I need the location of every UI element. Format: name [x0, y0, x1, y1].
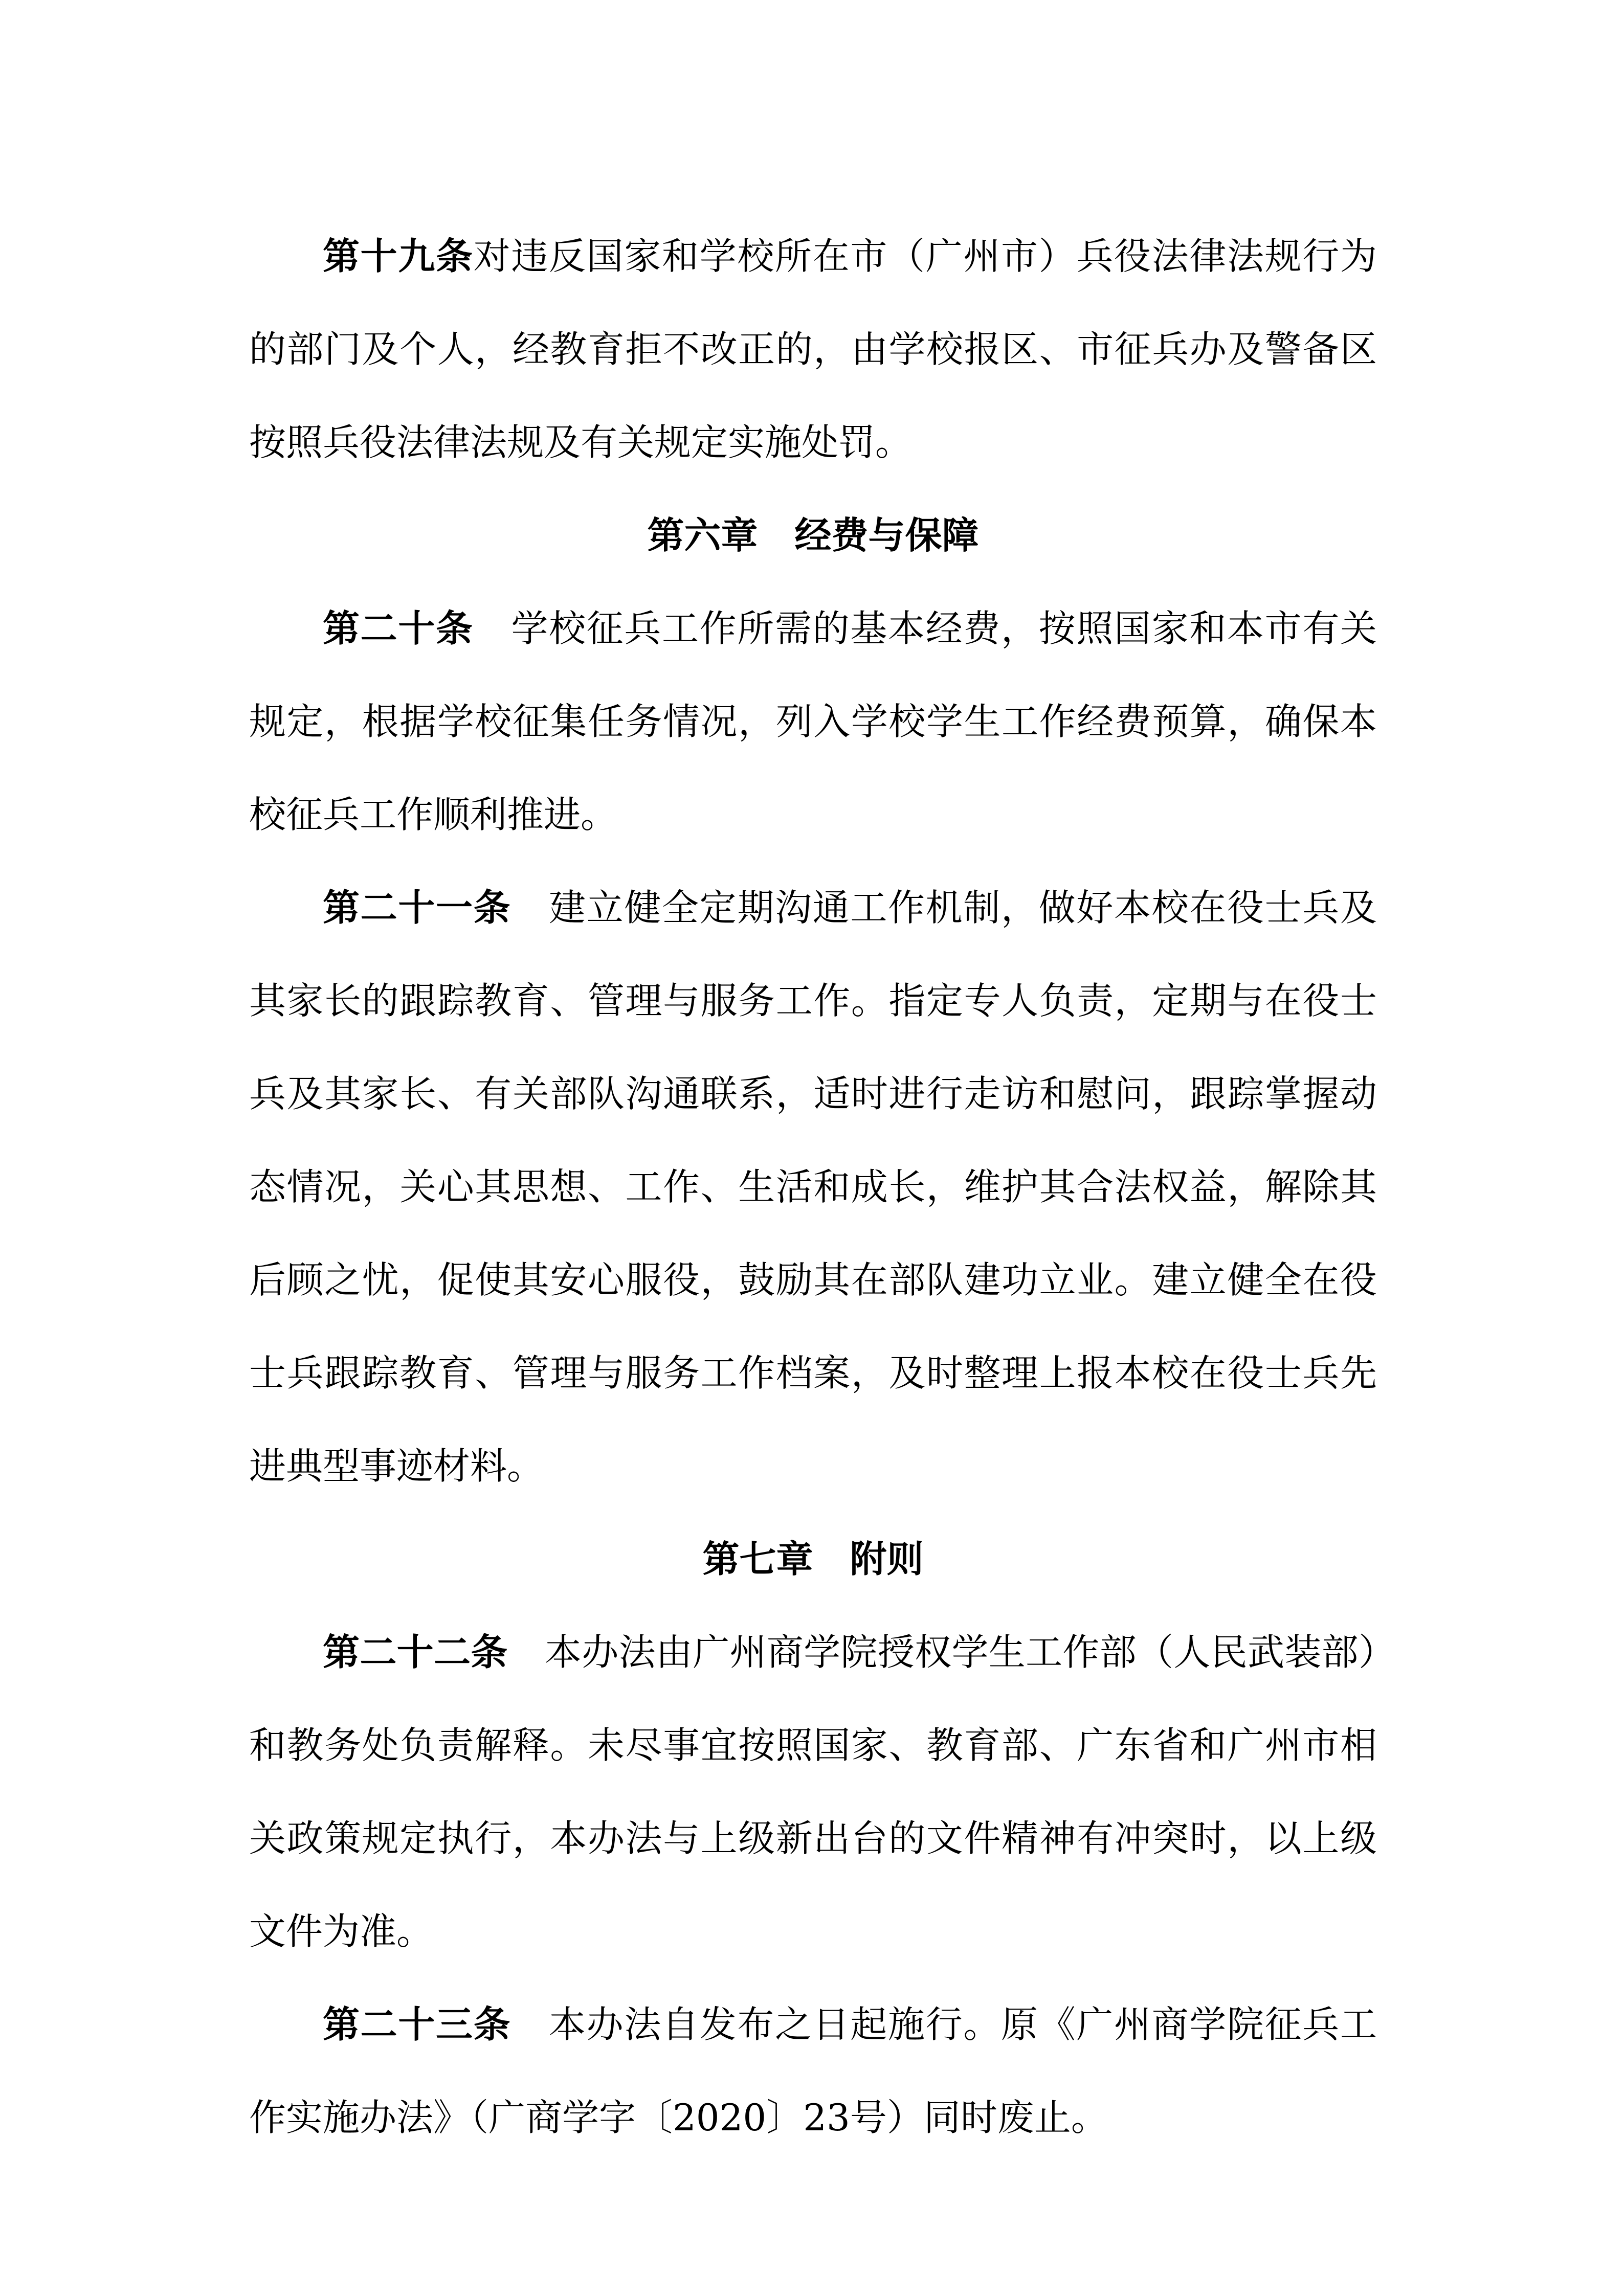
- chapter-6-name: 经费与保障: [794, 513, 979, 557]
- document-body: [249, 210, 1377, 2164]
- chapter-7-name: 附则: [850, 1537, 924, 1581]
- article-22-heading: 第二十二条: [323, 1630, 508, 1674]
- article-19: [249, 210, 1377, 489]
- article-23-text: 本办法自发布之日起施行。原《广州商学院征兵工作实施办法》（广商学字〔2020〕23号）同时废止。: [249, 2003, 1377, 2139]
- chapter-7-title: [249, 1513, 1377, 1606]
- chapter-6-title: [249, 489, 1377, 582]
- article-23: [249, 1978, 1377, 2164]
- chapter-6-number: 第六章: [647, 513, 758, 557]
- article-21: [249, 861, 1377, 1513]
- article-23-heading: 第二十三条: [323, 2002, 511, 2046]
- article-22-text: 本办法由广州商学院授权学生工作部（人民武装部）和教务处负责解释。未尽事宜按照国家、教育部、广东省和广州市相关政策规定执行，本办法与上级新出台的文件精神有冲突时，以上级文件为准。: [249, 1631, 1377, 1953]
- article-22: [249, 1606, 1377, 1978]
- article-19-heading: 第十九条: [323, 234, 474, 278]
- article-20-text: 学校征兵工作所需的基本经费，按照国家和本市有关规定，根据学校征集任务情况，列入学校学生工作经费预算，确保本校征兵工作顺利推进。: [249, 607, 1377, 836]
- article-19-text: 对违反国家和学校所在市（广州市）兵役法律法规行为的部门及个人，经教育拒不改正的，由学校报区、市征兵办及警备区按照兵役法律法规及有关规定实施处罚。: [249, 235, 1377, 464]
- article-21-text: 建立健全定期沟通工作机制，做好本校在役士兵及其家长的跟踪教育、管理与服务工作。指定专人负责，定期与在役士兵及其家长、有关部队沟通联系，适时进行走访和慰问，跟踪掌握动态情况，关心其思想、工作、生活和成长，维护其合法权益，解除其后顾之忧，促使其安心服役，鼓励其在部队建功立业。建立健全在役士兵跟踪教育、管理与服务工作档案，及时整理上报本校在役士兵先进典型事迹材料。: [249, 886, 1377, 1488]
- article-20: [249, 582, 1377, 861]
- article-20-heading: 第二十条: [323, 606, 474, 650]
- article-21-heading: 第二十一条: [323, 886, 511, 929]
- chapter-7-number: 第七章: [702, 1537, 813, 1581]
